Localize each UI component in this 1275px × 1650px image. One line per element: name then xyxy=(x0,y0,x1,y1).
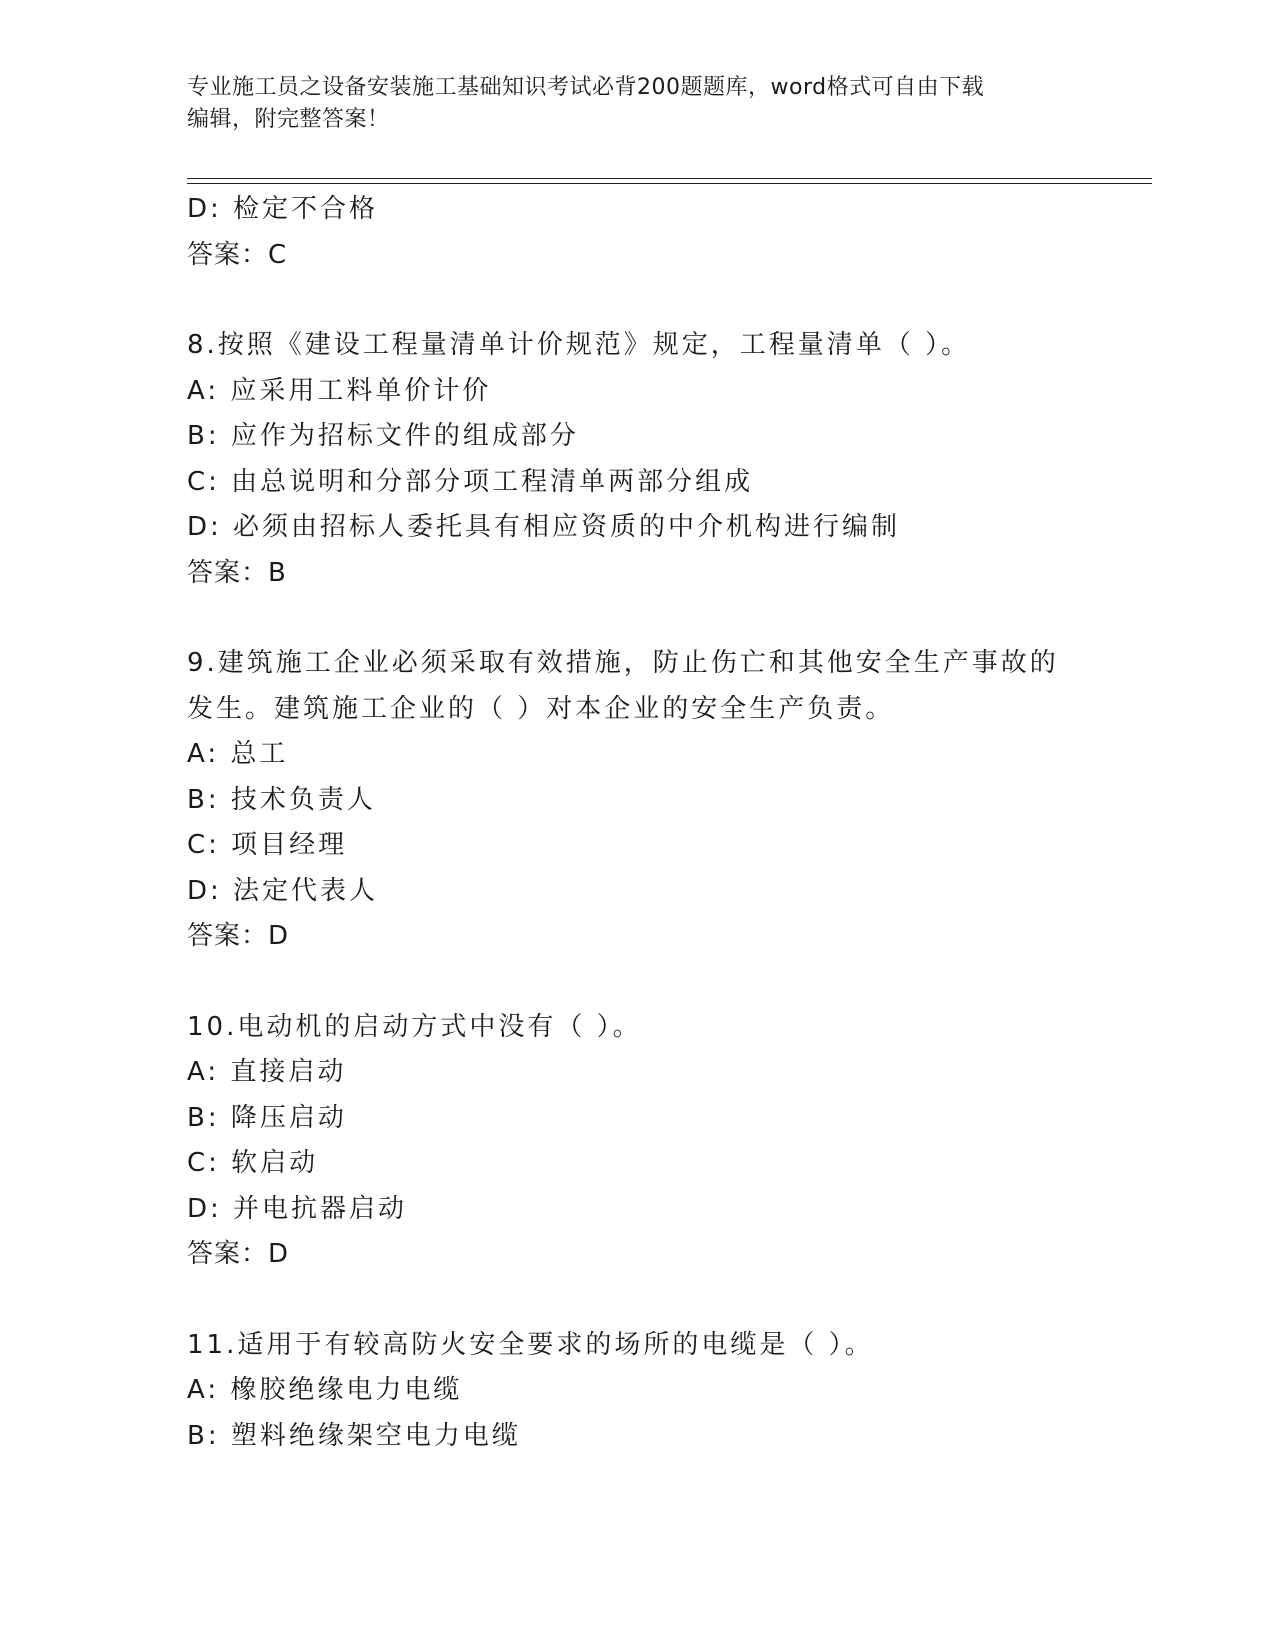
question-line: A: 应采用工料单价计价 xyxy=(187,375,492,406)
question-line: C: 项目经理 xyxy=(187,830,348,860)
spacer xyxy=(187,1278,1187,1323)
spacer xyxy=(187,278,1187,323)
header-divider-top xyxy=(187,178,1152,179)
header-line-2: 编辑，附完整答案！ xyxy=(187,107,390,132)
answer-line: 答案：D xyxy=(187,1239,290,1269)
question-line: C: 由总说明和分部分项工程清单两部分组成 xyxy=(187,466,754,497)
header-line-1: 专业施工员之设备安装施工基础知识考试必背200题题库，word格式可自由下载 xyxy=(187,75,985,100)
question-line: B: 降压启动 xyxy=(187,1102,347,1133)
question-line: 10.电动机的启动方式中没有（ ）。 xyxy=(187,1011,642,1042)
question-line: A: 总工 xyxy=(187,739,289,769)
question-line: A: 橡胶绝缘电力电缆 xyxy=(187,1375,463,1405)
answer-line: 答案：B xyxy=(187,557,287,588)
document-header xyxy=(187,72,1087,136)
question-line: D: 法定代表人 xyxy=(187,875,379,906)
question-line: B: 塑料绝缘架空电力电缆 xyxy=(187,1420,521,1451)
question-line: 9.建筑施工企业必须采取有效措施，防止伤亡和其他安全生产事故的 xyxy=(187,648,1059,678)
question-line: 8.按照《建设工程量清单计价规范》规定，工程量清单（ ）。 xyxy=(187,330,971,360)
question-line: D: 必须由招标人委托具有相应资质的中介机构进行编制 xyxy=(187,512,901,542)
spacer xyxy=(187,960,1187,1005)
answer-line: 答案：C xyxy=(187,239,288,270)
question-line: 11.适用于有较高防火安全要求的场所的电缆是（ ）。 xyxy=(187,1329,874,1360)
question-line: B: 应作为招标文件的组成部分 xyxy=(187,421,579,451)
question-line: D: 检定不合格 xyxy=(187,194,379,224)
question-line: D: 并电抗器启动 xyxy=(187,1193,408,1224)
spacer xyxy=(187,596,1187,641)
question-line: A: 直接启动 xyxy=(187,1057,347,1087)
header-divider-bottom xyxy=(187,183,1152,184)
question-line: B: 技术负责人 xyxy=(187,784,376,815)
answer-line: 答案：D xyxy=(187,921,290,951)
question-line: 发生。建筑施工企业的（ ）对本企业的安全生产负责。 xyxy=(187,693,895,724)
question-list xyxy=(187,187,1187,1459)
question-line: C: 软启动 xyxy=(187,1148,319,1178)
